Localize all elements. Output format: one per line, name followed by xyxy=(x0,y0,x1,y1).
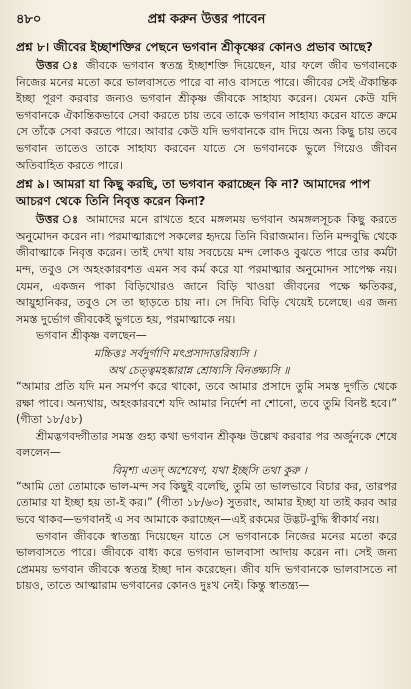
paragraph-free-will: ভগবান জীবকে স্বাতন্ত্র্য দিয়েছেন যাতে সে ভগবানকে নিজের মনের মতো করে ভালবাসতে পারে। জীবকে বাধ্য করে ভগবান ভালবাসা আদায় করেন না। সেই জন্য প্রেমময় ভগবান জীবকে স্বতন্ত্র ইচ্ছা দান করেছেন। জীব যদি ভগবানকে ভালবাসতে না চায়ও, তাতে আত্মারাম ভগবানের কোনও দুঃখ নেই। কিন্তু স্বাতন্ত্র্য— xyxy=(16,529,397,593)
verse-intro: ভগবান শ্রীকৃষ্ণ বলছেন— xyxy=(36,329,147,343)
running-title: প্রশ্ন করুন উত্তর পাবেন xyxy=(147,12,266,27)
question-8-text: জীবের ইচ্ছাশক্তির পেছনে ভগবান শ্রীকৃষ্ণের কোনও প্রভাব আছে? xyxy=(53,40,373,54)
answer-9 xyxy=(16,212,397,328)
verse-line-2: অথ চেত্ত্বমহঙ্কারান্ন শ্রোষ্যসি বিনঙ্ক্ষ্যসি ॥ xyxy=(108,363,290,377)
answer-9-label: উত্তর ঃ xyxy=(36,213,81,227)
question-8-label: প্রশ্ন ৮। xyxy=(16,40,50,54)
verse-line-3: বিমৃশ্য এতদ্ অশেষেণ, যথা ইচ্ছসি তথা কুরু । xyxy=(112,463,307,477)
answer-9-text: আমাদের মনে রাখতে হবে মঙ্গলময় ভগবান অমঙ্গলসূচক কিছু করতে অনুমোদন করেন না। পরমাত্মারূপে সকলের হৃদয়ে তিনি বিরাজমান। তিনি মন্দবুদ্ধি থেকে জীবাত্মাকে নিবৃত্ত করেন। তাই দেখা যায় সবচেয়ে মন্দ লোকও বুঝতে পারে তার কর্মটা মন্দ, তবুও সে অহংকারবশত এমন সব কর্ম করে যা পরমাত্মার অনুমোদন সাপেক্ষ নয়। যেমন, একজন পাকা বিড়িখোরও জানে বিড়ি খাওয়া জীবনের পক্ষে ক্ষতিকর, আয়ুহানিকর, তবুও সে তা ছাড়তে চায় না। সে দিব্যি বিড়ি খেয়েই চলেছে। এর জন্য সমস্ত দুর্ভোগ জীবকেই ভুগতে হয়, পরমাত্মাকে নয়। xyxy=(16,213,397,326)
verse-translation-2: “আমি তো তোমাকে ভাল-মন্দ সব কিছুই বলেছি, তুমি তা ভালভাবে বিচার কর, তারপর তোমার যা ইচ্ছা হয় তা-ই কর।” (গীতা ১৮/৬৩) সুতরাং, আমার ইচ্ছা যা তাই করব আর ভবে থাকব—ভগবানই এ সব আমাকে করাচ্ছেন—এই রকমের উদ্ভট-বুদ্ধি স্বীকার্য নয়। xyxy=(16,479,397,527)
question-9-label: প্রশ্ন ৯। xyxy=(16,177,50,192)
question-9-text: আমরা যা কিছু করছি, তা ভগবান করাচ্ছেন কি না? আমাদের পাপ আচরণ থেকে তিনি নিবৃত্ত করেন কিনা? xyxy=(16,177,371,209)
answer-8 xyxy=(16,58,397,174)
verse-translation: “আমার প্রতি যদি মন সমর্পণ করে থাকো, তবে আমার প্রসাদে তুমি সমস্ত দুর্গতি থেকে রক্ষা পাবে। অন্যথায়, অহংকারবশে যদি আমার নির্দেশ না শোনো, তবে তুমি বিনষ্ট হবে।” (গীতা ১৮/৫৮) xyxy=(16,379,397,427)
page-header xyxy=(16,10,397,37)
question-8 xyxy=(16,39,397,56)
question-9 xyxy=(16,176,397,210)
verse-line-1: মচ্চিত্তঃ সর্বদুর্গাণি মৎপ্রসাদাত্তরিষ্যসি । xyxy=(94,346,256,360)
paragraph-gita-secret: শ্রীমদ্ভগবদ্গীতার সমস্ত গুহ্য কথা ভগবান শ্রীকৃষ্ণ উল্লেখ করবার পর অর্জুনকে শেষে বললেন— xyxy=(16,429,397,460)
page-number: ৪৮০ xyxy=(16,12,42,27)
answer-8-text: জীবকে ভগবান স্বতন্ত্র ইচ্ছাশক্তি দিয়েছেন, যার ফলে জীব ভগবানকে নিজের মনের মতো করে ভালবাসতে পারে বা নাও বাসতে পারে। জীবের সেই ঐকান্তিক ইচ্ছা পূরণ করবার জন্যও ভগবান শ্রীকৃষ্ণ জীবকে সাহায্য করেন। যেমন কেউ যদি ভগবানকে ঐকান্তিকভাবে সেবা করতে চায় তবে তাকে ভগবান সাহায্য করেন যাতে ক্রমে সে তাঁকে সেবা করতে পারে। আবার কেউ যদি ভগবানকে বাদ দিয়ে অন্য কিছু চায় তবে ভগবান তাতেও তাকে সাহায্য করবেন যাতে সে ভগবানকে ভুলে গিয়েও জীবন অতিবাহিত করতে পারে। xyxy=(16,59,397,172)
answer-8-label: উত্তর ঃ xyxy=(36,59,81,72)
